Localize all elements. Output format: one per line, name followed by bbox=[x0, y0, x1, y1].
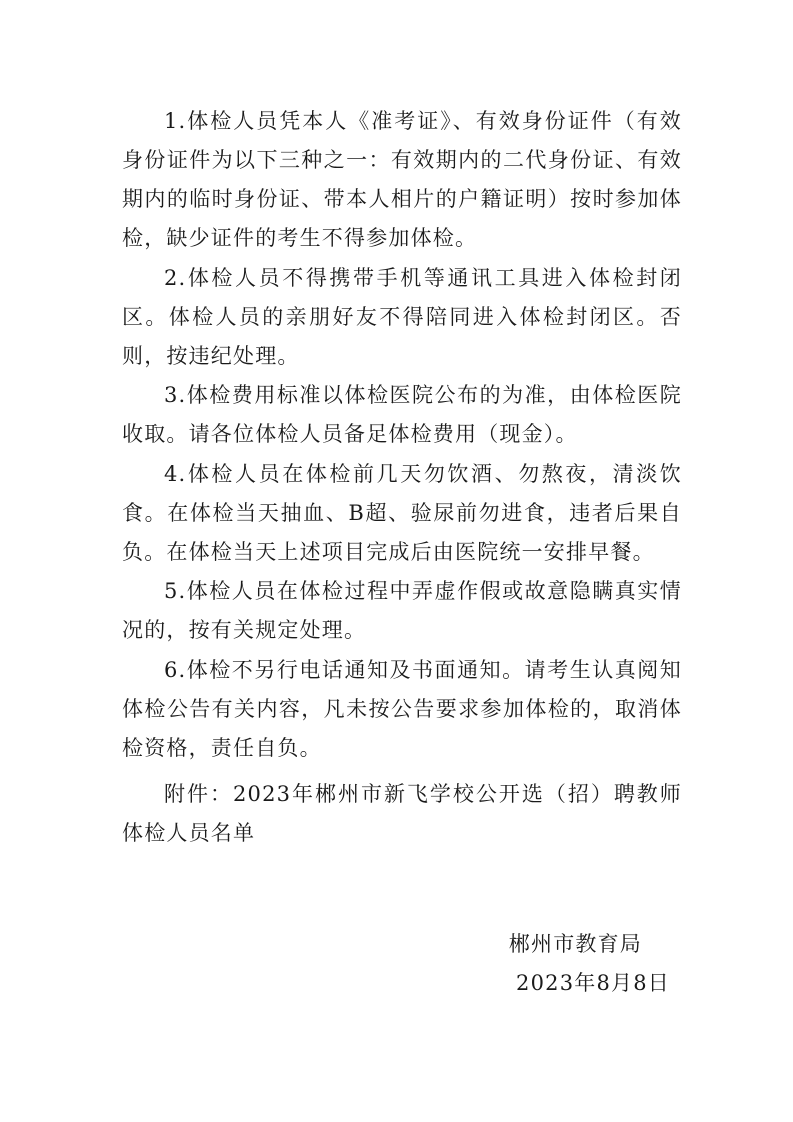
notice-item-6: 6.体检不另行电话通知及书面通知。请考生认真阅知体检公告有关内容，凡未按公告要求参加体检的，取消体检资格，责任自负。 bbox=[122, 657, 682, 760]
notice-item-1: 1.体检人员凭本人《准考证》、有效身份证件（有效身份证件为以下三种之一：有效期内的二代身份证、有效期内的临时身份证、带本人相片的户籍证明）按时参加体检，缺少证件的考生不得参加体检。 bbox=[122, 109, 682, 250]
notice-body bbox=[122, 102, 682, 768]
notice-item-2: 2.体检人员不得携带手机等通讯工具进入体检封闭区。体检人员的亲朋好友不得陪同进入体检封闭区。否则，按违纪处理。 bbox=[122, 265, 682, 368]
issue-date: 2023年8月8日 bbox=[516, 971, 670, 995]
attachment-note: 附件：2023年郴州市新飞学校公开选（招）聘教师体检人员名单 bbox=[122, 782, 682, 845]
notice-item-3: 3.体检费用标准以体检医院公布的为准，由体检医院收取。请各位体检人员备足体检费用（现金）。 bbox=[122, 383, 682, 446]
notice-item-5: 5.体检人员在体检过程中弄虚作假或故意隐瞒真实情况的，按有关规定处理。 bbox=[122, 579, 682, 642]
notice-item-4: 4.体检人员在体检前几天勿饮酒、勿熬夜，清淡饮食。在体检当天抽血、B超、验尿前勿进食，违者后果自负。在体检当天上述项目完成后由医院统一安排早餐。 bbox=[122, 461, 682, 564]
signoff-block bbox=[509, 925, 670, 1003]
issuing-organization: 郴州市教育局 bbox=[508, 932, 642, 956]
